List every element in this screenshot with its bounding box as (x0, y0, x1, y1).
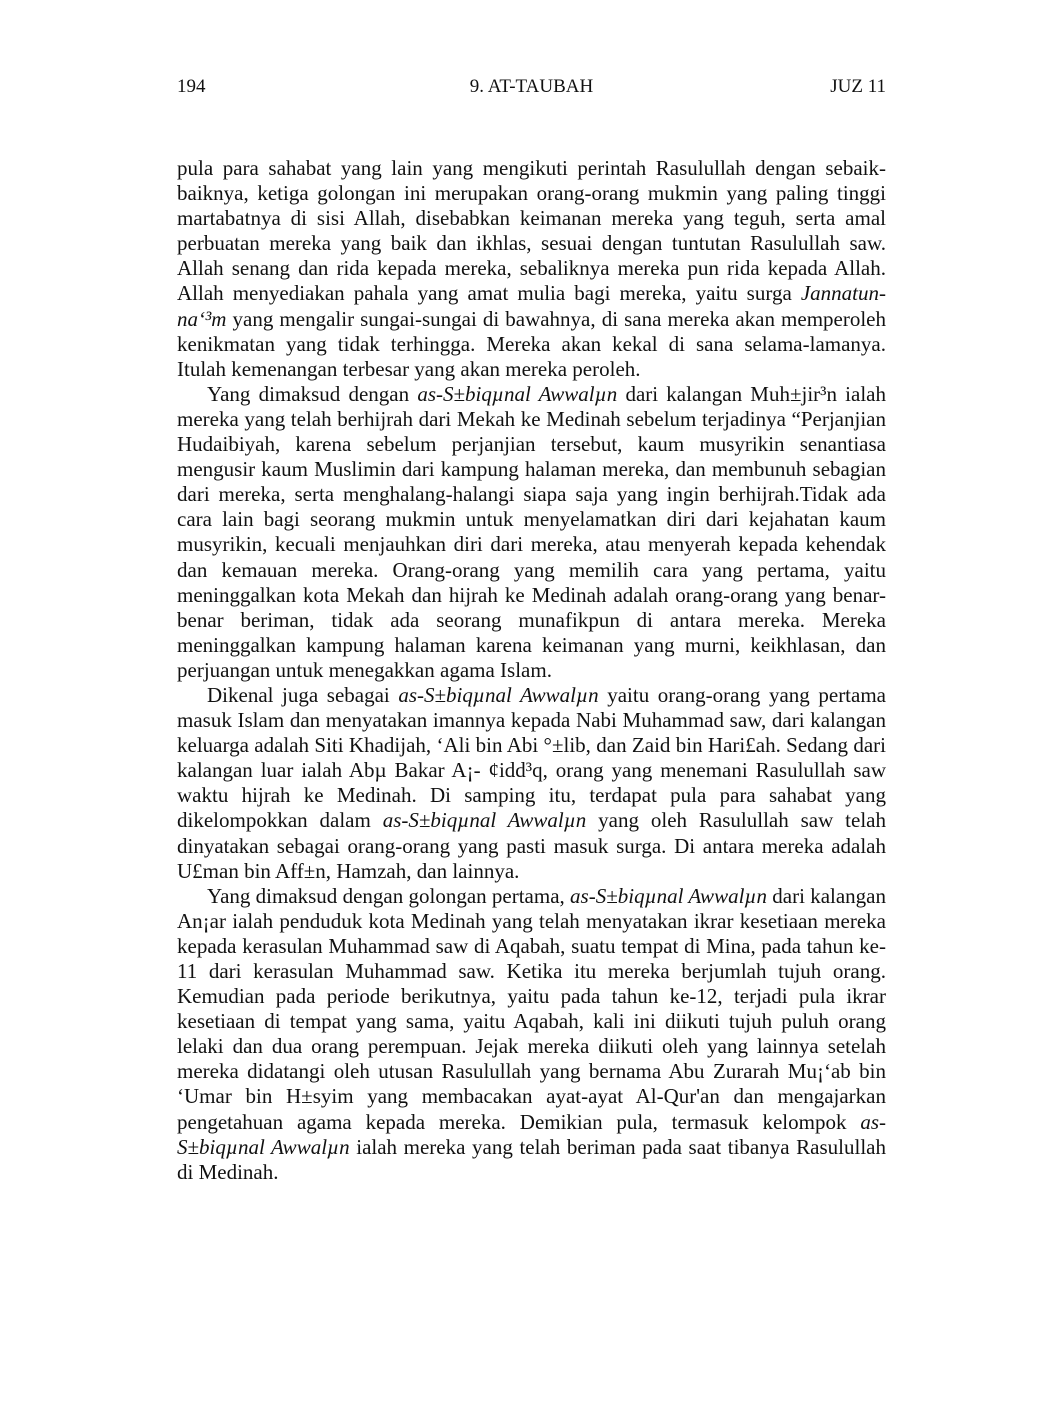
italic-term: as-S±biqµnal Awwalµn (417, 381, 618, 406)
text-run: yang oleh Rasulullah saw telah dinyatakan sebagai orang-orang yang pasti masuk surga. Di antara mereka adalah U£man bin Aff±n, Hamzah, dan lainnya. (177, 808, 886, 883)
page-number: 194 (177, 76, 206, 97)
text-run: ialah mereka yang telah beriman pada saat tibanya Rasulullah di Medinah. (177, 1134, 887, 1184)
paragraph-p4 (177, 884, 886, 1185)
text-run: yaitu orang-orang yang pertama masuk Islam dan menyatakan imannya kepada Nabi Muhammad saw, dari kalangan keluarga adalah Siti Khadijah, ‘Ali bin Abi °±lib, dan Zaid bin Hari£ah. Sedang dari kalangan luar ialah Abµ Bakar A¡- ¢idd³q, orang yang menemani Rasulullah saw waktu hijrah ke Medinah. Di samping itu, terdapat pula para sahabat yang dikelompokkan dalam (177, 682, 886, 833)
paragraph-p3 (177, 683, 886, 884)
body-text (177, 156, 886, 1185)
text-run: Dikenal juga sebagai (207, 682, 399, 707)
text-run: dari kalangan An¡ar ialah penduduk kota Medinah yang telah menyatakan ikrar kesetiaan mereka kepada kerasulan Muhammad saw di Aqabah, suatu tempat di Mina, pada tahun ke-11 dari kerasulan Muhammad saw. Ketika itu mereka berjumlah tujuh orang. Kemudian pada periode berikutnya, yaitu pada tahun ke-12, terjadi pula ikrar kesetiaan di tempat yang sama, yaitu Aqabah, kali ini diikuti tujuh puluh orang lelaki dan dua orang perempuan. Jejak mereka diikuti oleh yang lainnya setelah mereka didatangi oleh utusan Rasulullah yang bernama Abu Zurarah Mu¡‘ab bin ‘Umar bin H±syim yang membacakan ayat-ayat Al-Qur'an dan mengajarkan pengetahuan agama kepada mereka. Demikian pula, termasuk kelompok (177, 883, 886, 1134)
paragraph-p1 (177, 156, 886, 382)
text-run: pula para sahabat yang lain yang mengikuti perintah Rasulullah dengan sebaik-baiknya, ketiga golongan ini merupakan orang-orang mukmin yang paling tinggi martabatnya di sisi Allah, disebabkan keimanan mereka yang teguh, serta amal perbuatan mereka yang baik dan ikhlas, sesuai dengan tuntutan Rasulullah saw. Allah senang dan rida kepada mereka, sebaliknya mereka pun rida kepada Allah. Allah menyediakan pahala yang amat mulia bagi mereka, yaitu surga (177, 156, 886, 306)
paragraph-p2 (177, 382, 886, 683)
italic-term: Jannatun-na‘³m (177, 281, 886, 331)
text-run: yang mengalir sungai-sungai di bawahnya, di sana mereka akan memperoleh kenikmatan yang tidak terhingga. Mereka akan kekal di sana selama-lamanya. Itulah kemenangan terbesar yang akan mereka peroleh. (177, 306, 886, 381)
text-run: Yang dimaksud dengan (207, 381, 418, 406)
italic-term: as-S±biqµnal Awwalµn (570, 883, 768, 908)
text-run: dari kalangan Muh±jir³n ialah mereka yang telah berhijrah dari Mekah ke Medinah sebelum terjadinya “Perjanjian Hudaibiyah, karena sebelum perjanjian tersebut, kaum musyrikin senantiasa mengusir kaum Muslimin dari kampung halaman mereka, dan membunuh sebagian dari mereka, serta menghalang-halangi siapa saja yang ingin berhijrah.Tidak ada cara lain bagi seorang mukmin untuk menyelamatkan diri dari kejahatan kaum musyrikin, kecuali menjauhkan diri dari mereka, atau menyerah kepada kehendak dan kemauan mereka. Orang-orang yang memilih cara yang pertama, yaitu meninggalkan kota Mekah dan hijrah ke Medinah adalah orang-orang yang benar-benar beriman, tidak ada seorang munafikpun di antara mereka. Mereka meninggalkan kampung halaman karena keimanan yang murni, keikhlasan, dan perjuangan untuk menegakkan agama Islam. (177, 381, 886, 682)
italic-term: as-S±biqµnal Awwalµn (398, 682, 599, 707)
italic-term: as-S±biqµnal Awwalµn (382, 808, 587, 833)
juz-label: JUZ 11 (830, 76, 886, 97)
italic-term: as-S±biqµnal Awwalµn (177, 1109, 886, 1159)
text-run: Yang dimaksud dengan golongan pertama, (207, 883, 571, 908)
chapter-title: 9. AT-TAUBAH (469, 76, 594, 97)
